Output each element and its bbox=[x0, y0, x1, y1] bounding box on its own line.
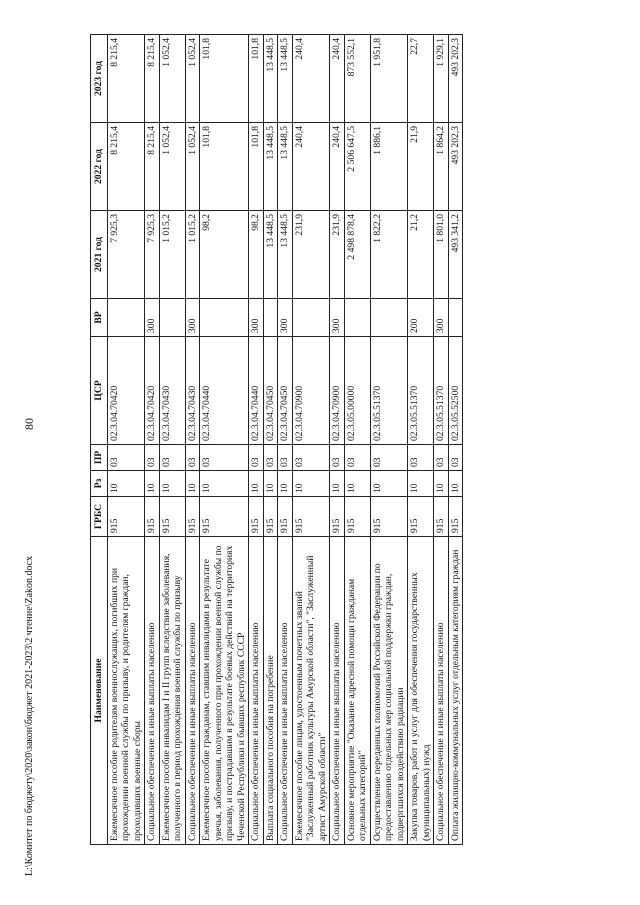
table-row bbox=[249, 35, 264, 845]
cell-rz: 10 bbox=[185, 471, 200, 497]
cell-2022: 13 448,5 bbox=[263, 123, 278, 211]
table-row bbox=[278, 35, 293, 845]
cell-name: Основное мероприятие "Оказание адресной помощи гражданам отдельных категорий" bbox=[344, 537, 370, 845]
cell-grbs: 915 bbox=[200, 497, 249, 537]
cell-2022: 101,8 bbox=[200, 123, 249, 211]
table-row bbox=[434, 35, 449, 845]
cell-pr: 03 bbox=[249, 445, 264, 471]
cell-csr: 02.3.04.70450 bbox=[263, 337, 278, 445]
cell-rz: 10 bbox=[292, 471, 330, 497]
cell-2021: 13 448,5 bbox=[263, 211, 278, 299]
cell-rz: 10 bbox=[107, 471, 145, 497]
cell-vr bbox=[263, 299, 278, 337]
cell-2022: 1 886,1 bbox=[370, 123, 408, 211]
cell-grbs: 915 bbox=[107, 497, 145, 537]
cell-rz: 10 bbox=[408, 471, 434, 497]
cell-csr: 02.3.04.70900 bbox=[330, 337, 345, 445]
header-2023: 2023 год bbox=[91, 35, 108, 123]
cell-csr: 02.3.04.70420 bbox=[107, 337, 145, 445]
cell-2023: 1 951,8 bbox=[370, 35, 408, 123]
cell-vr bbox=[370, 299, 408, 337]
cell-2023: 13 448,5 bbox=[263, 35, 278, 123]
table-row bbox=[185, 35, 200, 845]
cell-pr: 03 bbox=[434, 445, 449, 471]
table-row bbox=[344, 35, 370, 845]
cell-2023: 1 929,1 bbox=[434, 35, 449, 123]
cell-csr: 02.3.04.70430 bbox=[185, 337, 200, 445]
cell-grbs: 915 bbox=[263, 497, 278, 537]
table-row bbox=[263, 35, 278, 845]
cell-name: Ежемесячное пособие лицам, удостоенным почетных званий "Заслуженный работник культуры Амурской области", "Заслуженный артист Амурской области" bbox=[292, 537, 330, 845]
table-row bbox=[145, 35, 160, 845]
cell-rz: 10 bbox=[434, 471, 449, 497]
cell-name: Закупка товаров, работ и услуг для обеспечения государственных (муниципальных) нужд bbox=[408, 537, 434, 845]
cell-2021: 1 015,2 bbox=[185, 211, 200, 299]
header-2021: 2021 год bbox=[91, 211, 108, 299]
table-row bbox=[200, 35, 249, 845]
cell-2021: 493 341,2 bbox=[448, 211, 463, 299]
cell-name: Оплата жилищно-коммунальных услуг отдельным категориям граждан bbox=[448, 537, 463, 845]
cell-2021: 231,9 bbox=[292, 211, 330, 299]
cell-vr: 300 bbox=[185, 299, 200, 337]
cell-name: Ежемесячное пособие инвалидам I и II групп вследствие заболевания, полученного в период прохождения военной службы по призыву bbox=[159, 537, 185, 845]
cell-2022: 240,4 bbox=[330, 123, 345, 211]
header-pr: ПР bbox=[91, 445, 108, 471]
cell-2023: 1 052,4 bbox=[185, 35, 200, 123]
cell-rz: 10 bbox=[159, 471, 185, 497]
cell-2023: 1 052,4 bbox=[159, 35, 185, 123]
cell-grbs: 915 bbox=[344, 497, 370, 537]
cell-csr: 02.3.04.70440 bbox=[200, 337, 249, 445]
header-name: Наименование bbox=[91, 537, 108, 845]
cell-pr: 03 bbox=[370, 445, 408, 471]
cell-name: Ежемесячное пособие родителям военнослужащих, погибших при прохождении военной службы по призыву, и родителям граждан, проходивших военные сборы bbox=[107, 537, 145, 845]
cell-2023: 240,4 bbox=[292, 35, 330, 123]
cell-pr: 03 bbox=[263, 445, 278, 471]
table-row bbox=[107, 35, 145, 845]
header-rz: Рз bbox=[91, 471, 108, 497]
cell-vr: 300 bbox=[145, 299, 160, 337]
cell-name: Социальное обеспечение и иные выплаты населению bbox=[145, 537, 160, 845]
cell-csr: 02.3.05.51370 bbox=[370, 337, 408, 445]
cell-vr: 200 bbox=[408, 299, 434, 337]
cell-grbs: 915 bbox=[145, 497, 160, 537]
cell-vr bbox=[448, 299, 463, 337]
table-row bbox=[448, 35, 463, 845]
cell-csr: 02.3.04.70900 bbox=[292, 337, 330, 445]
cell-2021: 98,2 bbox=[249, 211, 264, 299]
cell-2021: 2 498 878,4 bbox=[344, 211, 370, 299]
cell-vr bbox=[107, 299, 145, 337]
cell-rz: 10 bbox=[344, 471, 370, 497]
cell-rz: 10 bbox=[200, 471, 249, 497]
cell-rz: 10 bbox=[278, 471, 293, 497]
cell-2022: 21,9 bbox=[408, 123, 434, 211]
cell-2021: 13 448,5 bbox=[278, 211, 293, 299]
cell-vr: 300 bbox=[278, 299, 293, 337]
cell-2021: 1 801,0 bbox=[434, 211, 449, 299]
cell-name: Социальное обеспечение и иные выплаты населению bbox=[330, 537, 345, 845]
cell-pr: 03 bbox=[185, 445, 200, 471]
cell-name: Осуществление переданных полномочий Российской Федерации по предоставлению отдельных мер социальной поддержки граждан, подвергшихся воздействию радиации bbox=[370, 537, 408, 845]
cell-vr bbox=[159, 299, 185, 337]
table-body bbox=[107, 35, 463, 845]
cell-pr: 03 bbox=[200, 445, 249, 471]
cell-2022: 2 506 647,5 bbox=[344, 123, 370, 211]
header-vr: ВР bbox=[91, 299, 108, 337]
cell-2022: 240,4 bbox=[292, 123, 330, 211]
cell-csr: 02.3.05.51370 bbox=[408, 337, 434, 445]
cell-pr: 03 bbox=[159, 445, 185, 471]
cell-grbs: 915 bbox=[159, 497, 185, 537]
cell-2023: 873 552,1 bbox=[344, 35, 370, 123]
header-2022: 2022 год bbox=[91, 123, 108, 211]
cell-rz: 10 bbox=[330, 471, 345, 497]
cell-vr: 300 bbox=[249, 299, 264, 337]
cell-grbs: 915 bbox=[292, 497, 330, 537]
cell-2022: 1 052,4 bbox=[185, 123, 200, 211]
cell-2023: 22,7 bbox=[408, 35, 434, 123]
cell-pr: 03 bbox=[107, 445, 145, 471]
cell-name: Выплата социального пособия на погребение bbox=[263, 537, 278, 845]
cell-csr: 02.3.05.52500 bbox=[448, 337, 463, 445]
cell-2021: 231,9 bbox=[330, 211, 345, 299]
cell-pr: 03 bbox=[145, 445, 160, 471]
cell-pr: 03 bbox=[330, 445, 345, 471]
cell-2021: 7 925,3 bbox=[145, 211, 160, 299]
table-row bbox=[408, 35, 434, 845]
cell-2023: 8 215,4 bbox=[107, 35, 145, 123]
cell-csr: 02.3.04.70430 bbox=[159, 337, 185, 445]
cell-name: Социальное обеспечение и иные выплаты населению bbox=[278, 537, 293, 845]
cell-grbs: 915 bbox=[249, 497, 264, 537]
cell-rz: 10 bbox=[249, 471, 264, 497]
cell-pr: 03 bbox=[344, 445, 370, 471]
cell-vr bbox=[344, 299, 370, 337]
budget-table bbox=[90, 34, 463, 845]
cell-grbs: 915 bbox=[330, 497, 345, 537]
cell-pr: 03 bbox=[408, 445, 434, 471]
cell-2022: 1 052,4 bbox=[159, 123, 185, 211]
table-row bbox=[330, 35, 345, 845]
cell-2023: 8 215,4 bbox=[145, 35, 160, 123]
cell-pr: 03 bbox=[292, 445, 330, 471]
table-row bbox=[159, 35, 185, 845]
cell-name: Социальное обеспечение и иные выплаты населению bbox=[249, 537, 264, 845]
cell-pr: 03 bbox=[278, 445, 293, 471]
cell-csr: 02.3.04.70450 bbox=[278, 337, 293, 445]
cell-2022: 13 448,5 bbox=[278, 123, 293, 211]
cell-2022: 8 215,4 bbox=[107, 123, 145, 211]
cell-2022: 8 215,4 bbox=[145, 123, 160, 211]
cell-2021: 7 925,3 bbox=[107, 211, 145, 299]
page-number: 80 bbox=[22, 418, 36, 430]
cell-2023: 493 202,3 bbox=[448, 35, 463, 123]
cell-2023: 101,8 bbox=[249, 35, 264, 123]
cell-2021: 1 015,2 bbox=[159, 211, 185, 299]
cell-grbs: 915 bbox=[434, 497, 449, 537]
cell-vr bbox=[200, 299, 249, 337]
budget-table-container bbox=[90, 35, 545, 845]
header-grbs: ГРБС bbox=[91, 497, 108, 537]
cell-name: Социальное обеспечение и иные выплаты населению bbox=[434, 537, 449, 845]
header-csr: ЦСР bbox=[91, 337, 108, 445]
file-path-footer: L:\Комитет по бюджету\2020\закон\бюджет 2021-2023\2 чтение\Zakon.docx bbox=[24, 556, 35, 876]
cell-rz: 10 bbox=[145, 471, 160, 497]
cell-rz: 10 bbox=[370, 471, 408, 497]
cell-pr: 03 bbox=[448, 445, 463, 471]
cell-vr: 300 bbox=[434, 299, 449, 337]
cell-2023: 13 448,5 bbox=[278, 35, 293, 123]
cell-name: Социальное обеспечение и иные выплаты населению bbox=[185, 537, 200, 845]
cell-grbs: 915 bbox=[408, 497, 434, 537]
cell-vr bbox=[292, 299, 330, 337]
cell-2023: 101,8 bbox=[200, 35, 249, 123]
cell-csr: 02.3.05.00000 bbox=[344, 337, 370, 445]
cell-2022: 1 864,2 bbox=[434, 123, 449, 211]
cell-vr: 300 bbox=[330, 299, 345, 337]
cell-2021: 21,2 bbox=[408, 211, 434, 299]
cell-2023: 240,4 bbox=[330, 35, 345, 123]
table-row bbox=[370, 35, 408, 845]
cell-2022: 493 202,3 bbox=[448, 123, 463, 211]
cell-grbs: 915 bbox=[278, 497, 293, 537]
cell-name: Ежемесячное пособие гражданам, ставшим инвалидами в результате увечья, заболевания, полученного при прохождении военной службы по призыву, и пострадавшим в результате боевых действий на территориях Чеченской Республики и бывших республик СССР bbox=[200, 537, 249, 845]
cell-2021: 1 822,2 bbox=[370, 211, 408, 299]
cell-2021: 98,2 bbox=[200, 211, 249, 299]
table-header-row bbox=[91, 35, 108, 845]
table-row bbox=[292, 35, 330, 845]
cell-csr: 02.3.05.51370 bbox=[434, 337, 449, 445]
cell-csr: 02.3.04.70440 bbox=[249, 337, 264, 445]
cell-csr: 02.3.04.70420 bbox=[145, 337, 160, 445]
cell-rz: 10 bbox=[448, 471, 463, 497]
cell-grbs: 915 bbox=[370, 497, 408, 537]
cell-grbs: 915 bbox=[448, 497, 463, 537]
cell-rz: 10 bbox=[263, 471, 278, 497]
cell-2022: 101,8 bbox=[249, 123, 264, 211]
cell-grbs: 915 bbox=[185, 497, 200, 537]
